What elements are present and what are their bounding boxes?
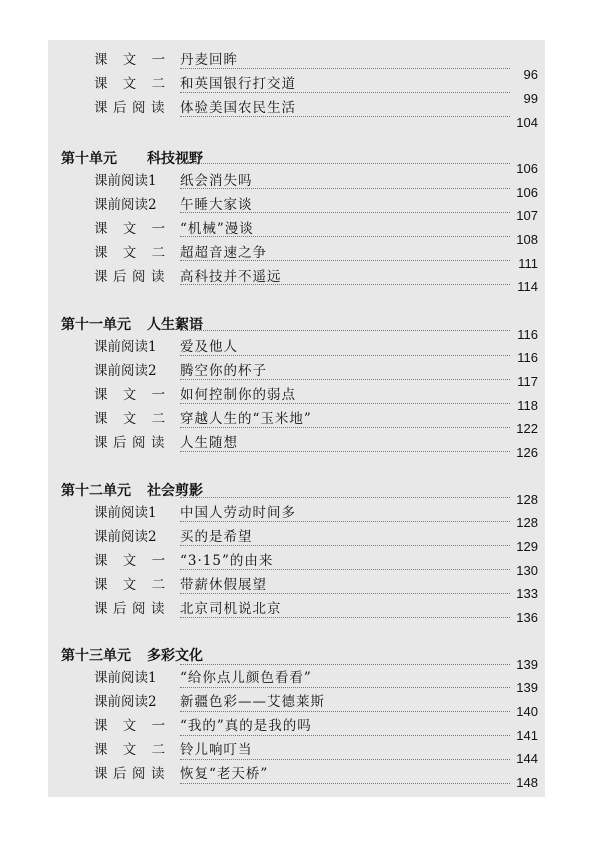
entry-label: 课 文 二 (94, 577, 171, 593)
page-number: 108 (516, 232, 538, 247)
leader-dots (180, 569, 510, 570)
leader-dots (180, 711, 510, 712)
entry-label: 课 文 一 (94, 553, 171, 569)
leader-dots (180, 212, 510, 213)
leader-dots (180, 521, 510, 522)
unit-name: 第十一单元 (61, 317, 131, 333)
leader-dots (180, 593, 510, 594)
entry-title: 人生随想 (180, 435, 238, 451)
entry-title: “3·15”的由来 (180, 553, 274, 569)
page-number: 136 (516, 610, 538, 625)
entry-label: 课前阅读1 (94, 339, 157, 355)
leader-dots (180, 260, 510, 261)
leader-dots (180, 163, 510, 164)
page-number: 139 (516, 657, 538, 672)
page-number: 148 (516, 775, 538, 790)
unit-name: 第十二单元 (61, 483, 131, 499)
toc-entry[interactable] (94, 504, 296, 522)
leader-dots (180, 759, 510, 760)
page-number: 96 (523, 67, 538, 82)
toc-entry[interactable] (94, 51, 238, 69)
entry-title: “我的”真的是我的吗 (180, 718, 312, 734)
toc-entry[interactable] (94, 552, 273, 570)
page-number: 140 (516, 704, 538, 719)
entry-title: 体验美国农民生活 (180, 100, 296, 116)
entry-label: 课后阅读 (94, 269, 170, 285)
entry-title: 腾空你的杯子 (180, 363, 267, 379)
entry-label: 课前阅读1 (94, 173, 157, 189)
toc-entry[interactable] (94, 434, 238, 452)
toc-entry[interactable] (94, 410, 312, 428)
entry-title: “给你点儿颜色看看” (180, 670, 312, 686)
page-number: 144 (516, 751, 538, 766)
entry-title: 穿越人生的“玉米地” (180, 411, 312, 427)
toc-entry[interactable] (94, 576, 267, 594)
leader-dots (180, 403, 510, 404)
page-number: 116 (517, 327, 538, 342)
entry-label: 课前阅读2 (94, 363, 157, 379)
page-number: 129 (516, 539, 538, 554)
unit-title: 社会剪影 (147, 483, 203, 499)
toc-entry[interactable] (94, 717, 312, 735)
entry-title: 新疆色彩——艾德莱斯 (180, 694, 325, 710)
entry-title: 恢复“老天桥” (180, 766, 269, 782)
toc-entry[interactable] (94, 600, 282, 618)
page-number: 99 (523, 91, 538, 106)
entry-label: 课 文 一 (94, 718, 171, 734)
page-number: 130 (516, 563, 538, 578)
entry-title: 午睡大家谈 (180, 197, 253, 213)
leader-dots (180, 116, 510, 117)
page-number: 116 (517, 350, 538, 365)
toc-entry[interactable] (94, 75, 296, 93)
page-number: 141 (516, 728, 538, 743)
leader-dots (180, 735, 510, 736)
toc-entry[interactable] (94, 765, 268, 783)
entry-title: “机械”漫谈 (180, 221, 254, 237)
page-number: 118 (517, 398, 538, 413)
entry-label: 课 文 二 (94, 742, 171, 758)
entry-label: 课 文 一 (94, 52, 171, 68)
entry-title: 中国人劳动时间多 (180, 505, 296, 521)
entry-label: 课前阅读1 (94, 505, 157, 521)
unit-heading[interactable] (61, 645, 203, 665)
entry-label: 课 文 一 (94, 221, 171, 237)
page-number: 128 (516, 492, 538, 507)
entry-title: 爱及他人 (180, 339, 238, 355)
toc-entry[interactable] (94, 528, 253, 546)
entry-title: 丹麦回眸 (180, 52, 238, 68)
entry-title: 和英国银行打交道 (180, 76, 296, 92)
leader-dots (180, 379, 510, 380)
leader-dots (180, 497, 510, 498)
entry-title: 超超音速之争 (180, 245, 267, 261)
entry-label: 课 文 二 (94, 245, 171, 261)
page-number: 122 (516, 421, 538, 436)
unit-name: 第十单元 (61, 151, 117, 167)
toc-entry[interactable] (94, 362, 267, 380)
leader-dots (180, 427, 510, 428)
toc-entry[interactable] (94, 693, 325, 711)
toc-entry[interactable] (94, 669, 312, 687)
entry-title: 铃儿响叮当 (180, 742, 253, 758)
entry-title: 高科技并不遥远 (180, 269, 282, 285)
page-number: 106 (516, 185, 538, 200)
entry-label: 课 文 二 (94, 76, 171, 92)
toc-entry[interactable] (94, 741, 253, 759)
leader-dots (180, 451, 510, 452)
page-number: 128 (516, 515, 538, 530)
entry-label: 课 文 一 (94, 387, 171, 403)
entry-title: 北京司机说北京 (180, 601, 282, 617)
page-number: 111 (518, 256, 538, 271)
page-number: 117 (517, 374, 538, 389)
unit-heading[interactable] (61, 314, 203, 334)
entry-label: 课前阅读2 (94, 197, 157, 213)
entry-label: 课前阅读2 (94, 529, 157, 545)
entry-label: 课后阅读 (94, 601, 170, 617)
entry-title: 如何控制你的弱点 (180, 387, 296, 403)
page-number: 107 (516, 208, 538, 223)
page-number: 114 (517, 279, 538, 294)
leader-dots (180, 68, 510, 69)
toc-entry[interactable] (94, 386, 296, 404)
entry-title: 买的是希望 (180, 529, 253, 545)
leader-dots (180, 783, 510, 784)
entry-title: 带薪休假展望 (180, 577, 267, 593)
unit-title: 多彩文化 (147, 648, 203, 664)
page-number: 106 (516, 161, 538, 176)
entry-label: 课前阅读1 (94, 670, 157, 686)
unit-heading[interactable] (61, 148, 203, 168)
entry-label: 课后阅读 (94, 100, 170, 116)
leader-dots (180, 617, 510, 618)
leader-dots (180, 236, 510, 237)
entry-title: 纸会消失吗 (180, 173, 253, 189)
leader-dots (180, 284, 510, 285)
page-number: 126 (516, 445, 538, 460)
leader-dots (180, 355, 510, 356)
unit-title: 人生絮语 (147, 317, 203, 333)
leader-dots (180, 664, 510, 665)
leader-dots (180, 188, 510, 189)
page-number: 139 (516, 680, 538, 695)
leader-dots (180, 687, 510, 688)
leader-dots (180, 92, 510, 93)
unit-title: 科技视野 (147, 151, 203, 167)
entry-label: 课前阅读2 (94, 694, 157, 710)
toc-entry[interactable] (94, 99, 296, 117)
leader-dots (180, 330, 510, 331)
entry-label: 课后阅读 (94, 766, 170, 782)
toc-entry[interactable] (94, 338, 238, 356)
entry-label: 课后阅读 (94, 435, 170, 451)
entry-label: 课 文 二 (94, 411, 171, 427)
page-number: 104 (516, 115, 538, 130)
page-number: 133 (516, 586, 538, 601)
unit-name: 第十三单元 (61, 648, 131, 664)
leader-dots (180, 545, 510, 546)
